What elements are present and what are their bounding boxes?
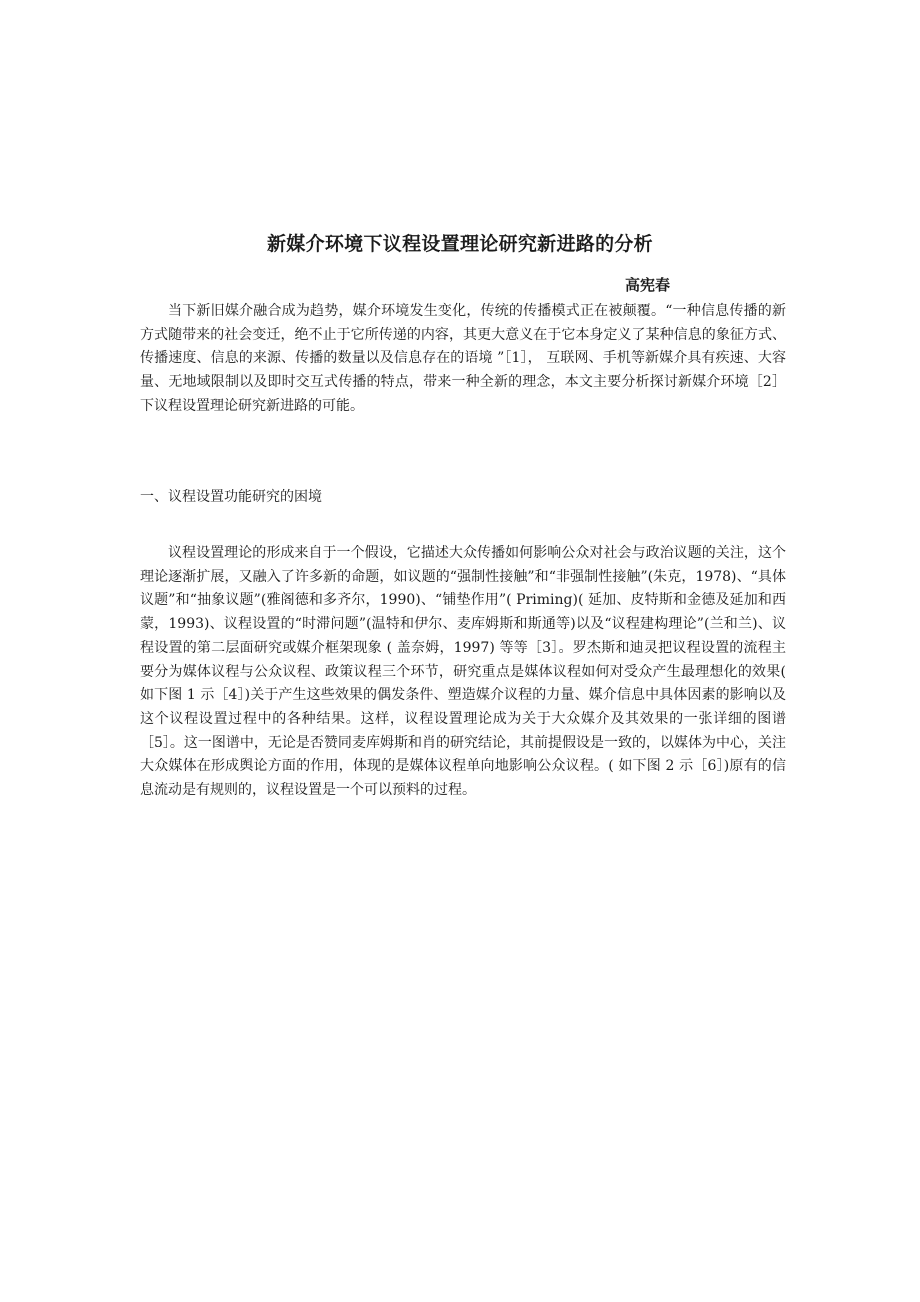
- section-body-paragraph: 议程设置理论的形成来自于一个假设，它描述大众传播如何影响公众对社会与政治议题的关注，这个理论逐渐扩展，又融入了许多新的命题，如议题的“强制性接触”和“非强制性接触”(朱克，1978)、“具体议题”和“抽象议题”(雅阁德和多齐尔，1990)、“铺垫作用”( Priming)( 延加、皮特斯和金德及延加和西蒙，1993)、议程设置的“时滞问题”(温特和伊尔、麦库姆斯和斯通等)以及“议程建构理论”(兰和兰)、议程设置的第二层面研究或媒介框架现象 ( 盖奈姆，1997) 等等［3］。罗杰斯和迪灵把议程设置的流程主要分为媒体议程与公众议程、政策议程三个环节，研究重点是媒体议程如何对受众产生最理想化的效果( 如下图 1 示［4］)关于产生这些效果的偶发条件、塑造媒介议程的力量、媒介信息中具体因素的影响以及这个议程设置过程中的各种结果。这样，议程设置理论成为关于大众媒介及其效果的一张详细的图谱［5］。这一图谱中，无论是否赞同麦库姆斯和肖的研究结论，其前提假设是一致的，以媒体为中心，关注大众媒体在形成舆论方面的作用，体现的是媒体议程单向地影响公众议程。( 如下图 2 示［6］)原有的信息流动是有规则的，议程设置是一个可以预料的过程。: [140, 545, 786, 799]
- intro-paragraph: 当下新旧媒介融合成为趋势，媒介环境发生变化，传统的传播模式正在被颠覆。“一种信息传播的新方式随带来的社会变迁，绝不止于它所传递的内容，其更大意义在于它本身定义了某种信息的象征方式、传播速度、信息的来源、传播的数量以及信息存在的语境 ”［1］， 互联网、手机等新媒介具有疾速、大容量、无地域限制以及即时交互式传播的特点，带来一种全新的理念，本文主要分析探讨新媒介环境［2］下议程设置理论研究新进路的可能。: [140, 303, 786, 414]
- author-name: 高宪春: [625, 276, 671, 294]
- section-heading: 一、议程设置功能研究的困境: [140, 489, 322, 505]
- document-title: 新媒介环境下议程设置理论研究新进路的分析: [266, 233, 653, 255]
